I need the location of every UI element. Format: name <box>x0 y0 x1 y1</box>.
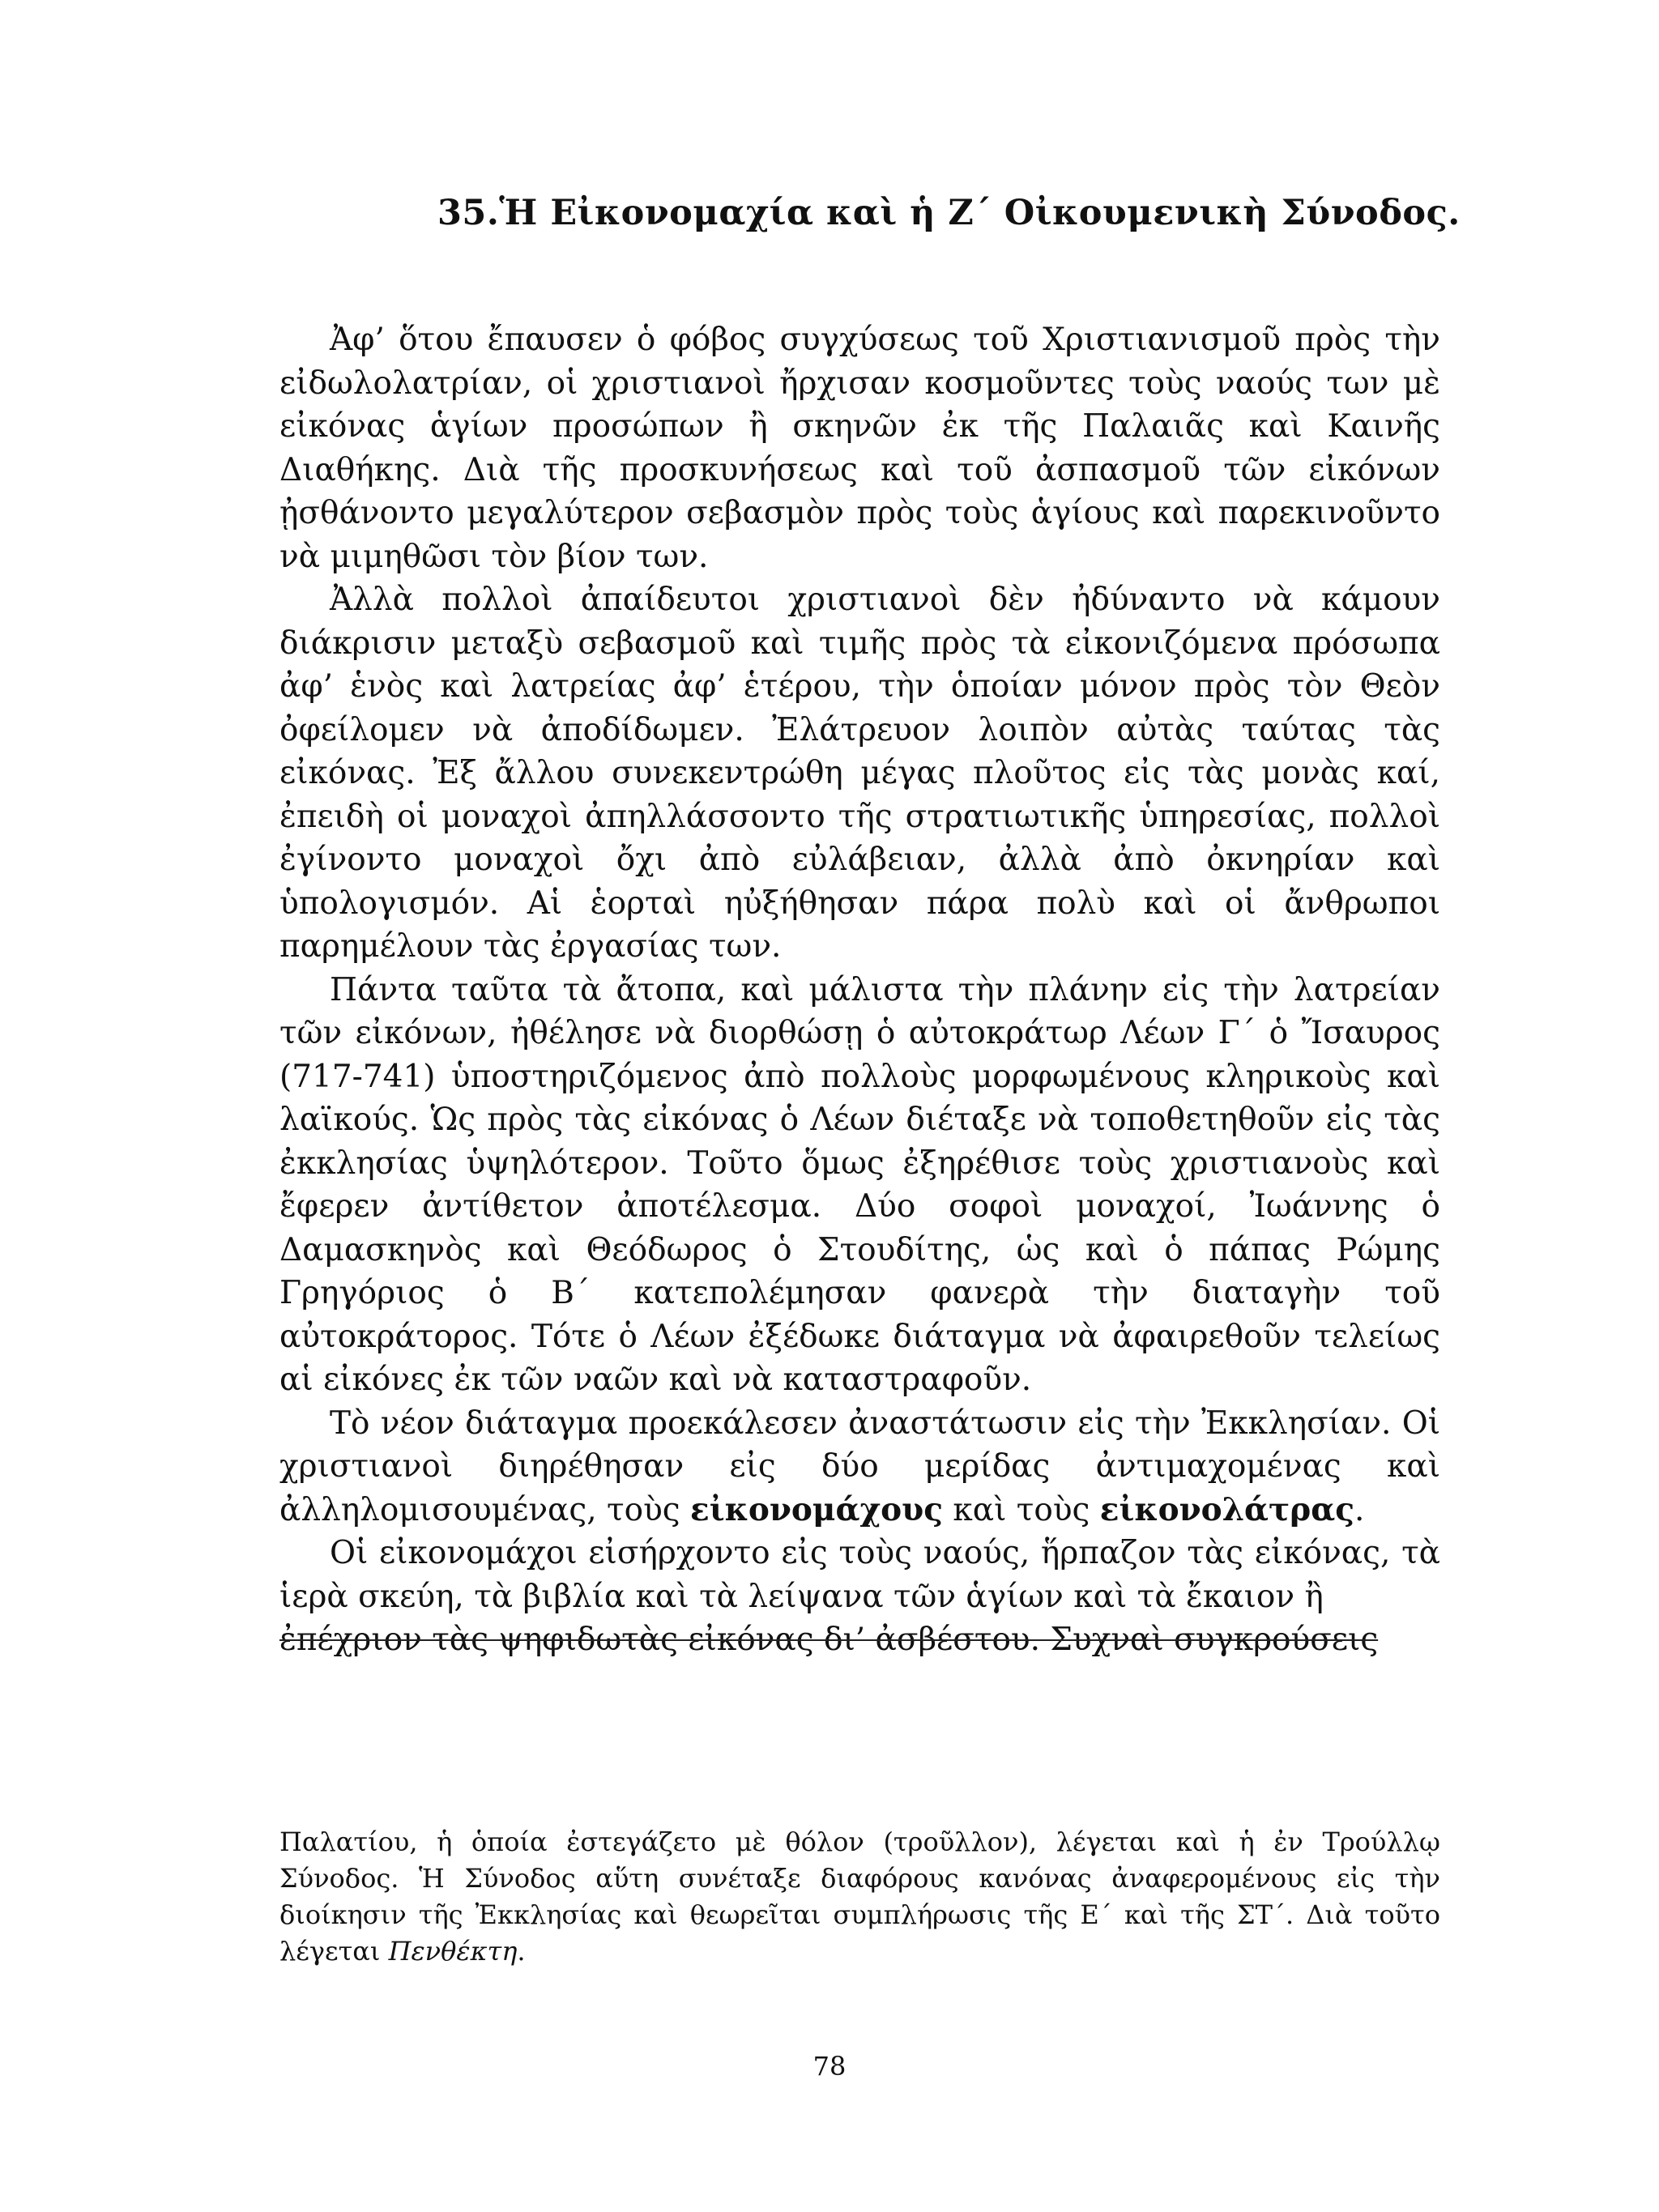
footnote <box>279 1824 1440 1970</box>
paragraph-4-text: Τὸ νέον διάταγμα προεκάλεσεν ἀναστάτωσιν εἰς τὴν Ἐκκλησίαν. Οἱ χριστιανοὶ διηρέθησαν εἰς δύο μερίδας ἀντιμαχομένας καὶ ἀλληλομισουμένας, τοὺς <box>279 1404 1440 1528</box>
term-iconodules: εἰκονολάτρας <box>1099 1490 1354 1528</box>
footnote-end: . <box>517 1936 526 1967</box>
paragraph-4-middle: καὶ τοὺς <box>953 1491 1090 1528</box>
section-heading: 35.Ἡ Εἰκονομαχία καὶ ἡ Ζ΄ Οἰκουμενικὴ Σύνοδος. <box>437 193 1461 233</box>
paragraph-2: Ἀλλὰ πολλοὶ ἀπαίδευτοι χριστιανοὶ δὲν ἠδύναντο νὰ κάμουν διάκρισιν μεταξὺ σεβασμοῦ καὶ τιμῆς πρὸς τὰ εἰκονιζόμενα πρόσωπα ἀφ’ ἑνὸς καὶ λατρείας ἀφ’ ἑτέρου, τὴν ὁποίαν μόνον πρὸς τὸν Θεὸν ὀφείλομεν νὰ ἀποδίδωμεν. Ἐλάτρευον λοιπὸν αὐτὰς ταύτας τὰς εἰκόνας. Ἐξ ἄλλου συνεκεντρώθη μέγας πλοῦτος εἰς τὰς μονὰς καί, ἐπειδὴ οἱ μοναχοὶ ἀπηλλάσσοντο τῆς στρατιωτικῆς ὑπηρεσίας, πολλοὶ ἐγίνοντο μοναχοὶ ὄχι ἀπὸ εὐλάβειαν, ἀλλὰ ἀπὸ ὀκνηρίαν καὶ ὑπολογισμόν. Αἱ ἑορταὶ ηὐξήθησαν πάρα πολὺ καὶ οἱ ἄνθρωποι παρημέλουν τὰς ἐργασίας των. <box>279 582 1440 965</box>
body-text <box>279 318 1440 1662</box>
struck-through-text: ἐπέχριον τὰς ψηφιδωτὰς εἰκόνας δι’ ἀσβέστου. Συχναὶ συγκρούσεις <box>279 1622 1379 1658</box>
footnote-text: Παλατίου, ἡ ὁποία ἐστεγάζετο μὲ θόλον (τροῦλλον), λέγεται καὶ ἡ ἐν Τρούλλῳ Σύνοδος. Ἡ Σύνοδος αὕτη συνέταξε διαφόρους κανόνας ἀναφερομένους εἰς τὴν διοίκησιν τῆς Ἐκκλησίας καὶ θεωρεῖται συμπλήρωσις τῆς Ε΄ καὶ τῆς ΣΤ΄. Διὰ τοῦτο λέγεται <box>279 1826 1440 1967</box>
paragraph-3: Πάντα ταῦτα τὰ ἄτοπα, καὶ μάλιστα τὴν πλάνην εἰς τὴν λατρείαν τῶν εἰκόνων, ἠθέλησε νὰ διορθώσῃ ὁ αὐτοκράτωρ Λέων Γ΄ ὁ Ἴσαυρος (717-741) ὑποστηριζόμενος ἀπὸ πολλοὺς μορφωμένους κληρικοὺς καὶ λαϊκούς. Ὡς πρὸς τὰς εἰκόνας ὁ Λέων διέταξε νὰ τοποθετηθοῦν εἰς τὰς ἐκκλησίας ὑψηλότερον. Τοῦτο ὅμως ἐξηρέθισε τοὺς χριστιανοὺς καὶ ἔφερεν ἀντίθετον ἀποτέλεσμα. Δύο σοφοὶ μοναχοί, Ἰωάννης ὁ Δαμασκηνὸς καὶ Θεόδωρος ὁ Στουδίτης, ὡς καὶ ὁ πάπας Ρώμης Γρηγόριος ὁ Β΄ κατεπολέμησαν φανερὰ τὴν διαταγὴν τοῦ αὐτοκράτορος. Τότε ὁ Λέων ἐξέδωκε διάταγμα νὰ ἀφαιρεθοῦν τελείως αἱ εἰκόνες ἐκ τῶν ναῶν καὶ νὰ καταστραφοῦν. <box>279 971 1440 1398</box>
term-iconoclasts: εἰκονομάχους <box>690 1490 943 1528</box>
paragraph-4 <box>279 1402 1440 1532</box>
page-number: 78 <box>812 2051 847 2082</box>
footnote-italic-term: Πενθέκτη <box>388 1936 518 1967</box>
paragraph-5-struck-line <box>279 1618 1440 1662</box>
paragraph-4-end: . <box>1354 1491 1365 1528</box>
paragraph-1: Ἀφ’ ὅτου ἔπαυσεν ὁ φόβος συγχύσεως τοῦ Χριστιανισμοῦ πρὸς τὴν εἰδωλολατρίαν, οἱ χριστιανοὶ ἤρχισαν κοσμοῦντες τοὺς ναούς των μὲ εἰκόνας ἁγίων προσώπων ἢ σκηνῶν ἐκ τῆς Παλαιᾶς καὶ Καινῆς Διαθήκης. Διὰ τῆς προσκυνήσεως καὶ τοῦ ἀσπασμοῦ τῶν εἰκόνων ᾐσθάνοντο μεγαλύτερον σεβασμὸν πρὸς τοὺς ἁγίους καὶ παρεκινοῦντο νὰ μιμηθῶσι τὸν βίον των. <box>279 322 1440 575</box>
paragraph-5-text: Οἱ εἰκονομάχοι εἰσήρχοντο εἰς τοὺς ναούς, ἥρπαζον τὰς εἰκόνας, τὰ ἱερὰ σκεύη, τὰ βιβλία καὶ τὰ λείψανα τῶν ἁγίων καὶ τὰ ἔκαιον ἢ <box>279 1535 1440 1615</box>
paragraph-5 <box>279 1532 1440 1618</box>
